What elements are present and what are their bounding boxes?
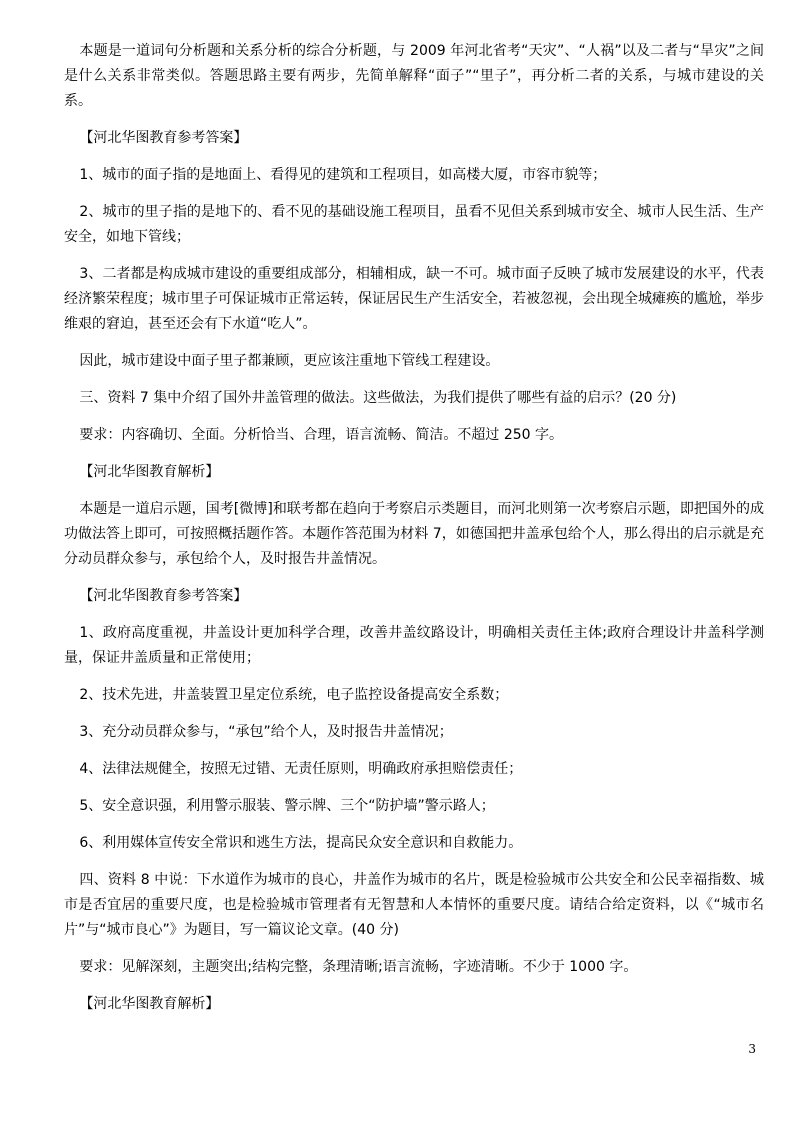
question-3-analysis: 本题是一道启示题，国考[微博]和联考都在趋向于考察启示类题目，而河北则第一次考察启示题，即把国外的成功做法答上即可，可按照概括题作答。本题作答范围为材料 7，如德国把井盖承包给个人，那么得出的启示就是充分动员群众参与，承包给个人，及时报告井盖情况。 — [64, 501, 764, 567]
answer-item-2: 2、城市的里子指的是地下的、看不见的基础设施工程项目，虽看不见但关系到城市安全、城市人民生活、生产安全，如地下管线； — [64, 204, 764, 245]
page-number: 3 — [748, 1042, 756, 1056]
question-3: 三、资料 7 集中介绍了国外井盖管理的做法。这些做法，为我们提供了哪些有益的启示？(20 分) — [79, 390, 677, 406]
question-4-requirements: 要求：见解深刻，主题突出;结构完整，条理清晰;语言流畅，字迹清晰。不少于 1000 字。 — [79, 959, 638, 975]
question-4: 四、资料 8 中说：下水道作为城市的良心，井盖作为城市的名片，既是检验城市公共安全和公民幸福指数、城市是否宜居的重要尺度，也是检验城市管理者有无智慧和人本情怀的重要尺度。请结合给定资料，以《“城市名片”与“城市良心”》为题目，写一篇议论文章。(40 分) — [64, 872, 764, 938]
q3-answer-item-3: 3、充分动员群众参与，“承包”给个人，及时报告井盖情况； — [79, 724, 453, 740]
heading-reference-answer-2: 【河北华图教育参考答案】 — [79, 588, 248, 604]
q3-answer-item-5: 5、安全意识强，利用警示服装、警示牌、三个“防护墙”警示路人； — [79, 798, 495, 814]
document-body — [64, 39, 764, 1029]
answer-item-1: 1、城市的面子指的是地面上、看得见的建筑和工程项目，如高楼大厦，市容市貌等； — [79, 167, 607, 183]
heading-analysis-2: 【河北华图教育解析】 — [79, 996, 220, 1012]
q3-answer-item-6: 6、利用媒体宣传安全常识和逃生方法，提高民众安全意识和自救能力。 — [79, 835, 523, 851]
q3-answer-item-4: 4、法律法规健全，按照无过错、无责任原则，明确政府承担赔偿责任； — [79, 761, 523, 777]
q3-answer-item-2: 2、技术先进，井盖装置卫星定位系统，电子监控设备提高安全系数； — [79, 687, 509, 703]
q3-answer-item-1: 1、政府高度重视，井盖设计更加科学合理，改善井盖纹路设计，明确相关责任主体;政府合理设计井盖科学测量，保证井盖质量和正常使用； — [64, 625, 764, 666]
answer-item-3: 3、二者都是构成城市建设的重要组成部分，相辅相成，缺一不可。城市面子反映了城市发展建设的水平，代表经济繁荣程度；城市里子可保证城市正常运转，保证居民生产生活安全，若被忽视，会出现全城瘫痪的尴尬，举步维艰的窘迫，甚至还会有下水道“吃人”。 — [64, 266, 764, 332]
answer-conclusion: 因此，城市建设中面子里子都兼顾，更应该注重地下管线工程建设。 — [79, 353, 500, 369]
paragraph-analysis-intro: 本题是一道词句分析题和关系分析的综合分析题，与 2009 年河北省考“天灾”、“人祸”以及二者与“旱灾”之间是什么关系非常类似。答题思路主要有两步，先简单解释“面子”“里子”，再分析二者的关系，与城市建设的关系。 — [64, 43, 764, 109]
question-3-requirements: 要求：内容确切、全面。分析恰当、合理，语言流畅、简洁。不超过 250 字。 — [79, 427, 564, 443]
heading-analysis: 【河北华图教育解析】 — [79, 464, 220, 480]
heading-reference-answer: 【河北华图教育参考答案】 — [79, 130, 248, 146]
